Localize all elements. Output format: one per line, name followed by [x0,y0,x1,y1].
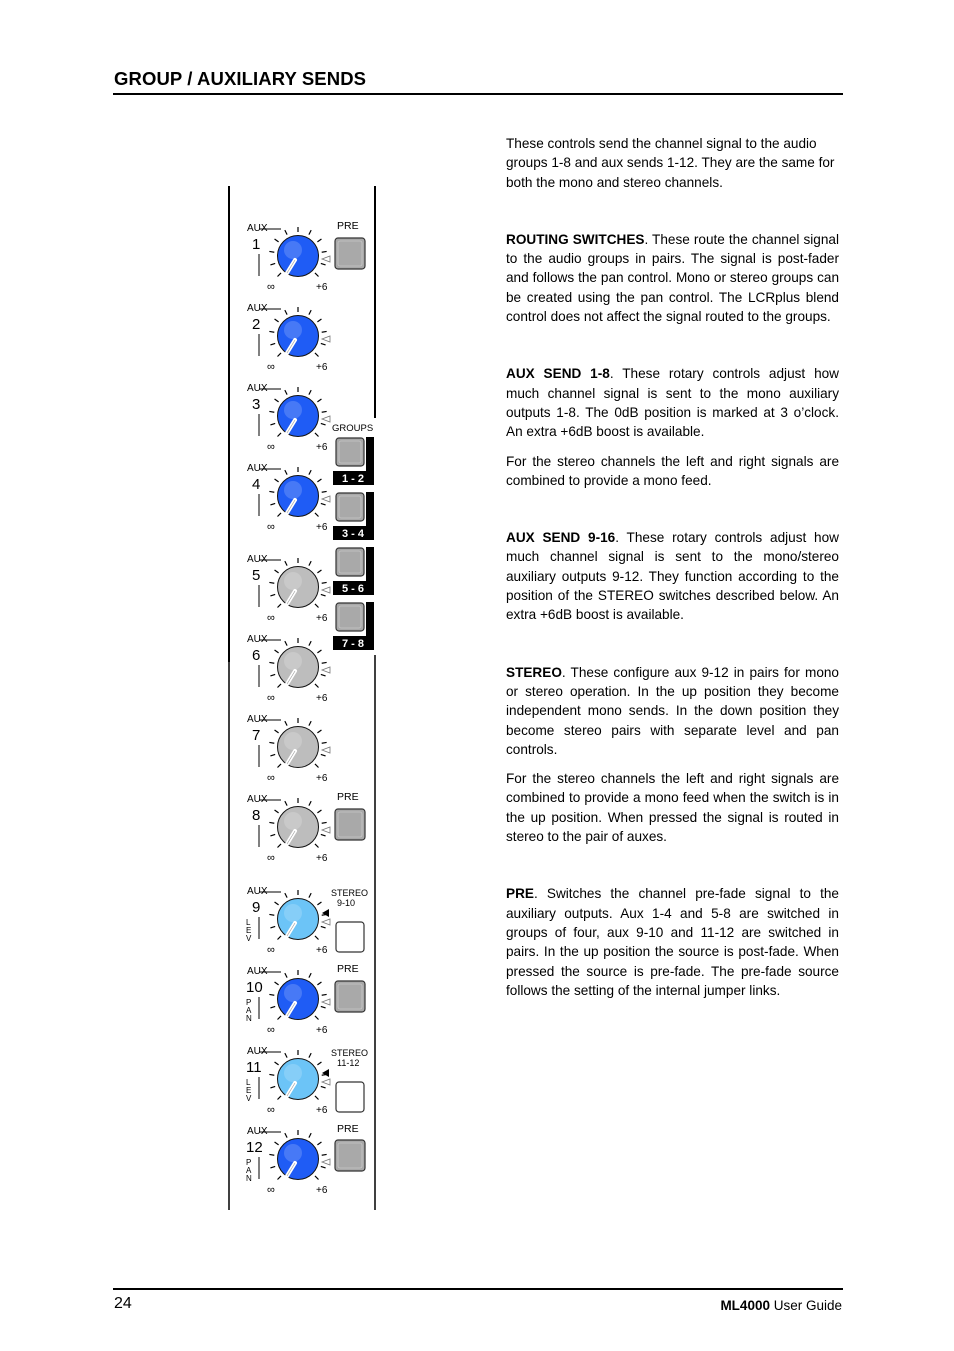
scale-tick [315,513,319,517]
scale-tick [315,1016,319,1020]
scale-tick [321,834,326,836]
pre-button [335,809,365,840]
side-letter: V [246,934,252,943]
aux-number: 10 [246,979,263,996]
aux-label: AUX [247,634,268,645]
scale-tick [285,230,287,234]
scale-tick [275,1142,279,1145]
knob-highlight [284,984,302,1002]
max-label: +6 [316,442,328,453]
scale-tick [285,470,287,474]
scale-tick [315,764,319,768]
pre-button [335,238,365,269]
min-label: ∞ [267,441,275,453]
min-label: ∞ [267,281,275,293]
pre-paragraph: PRE. Switches the channel pre-fade signal to the auxiliary outputs. Aux 1-4 and 5-8 are switched in groups of four, aux 9-10 and 11-12 are switched in pairs. In the up position the source is post-fade. When pressed the source is pre-fade. The pre-fade source follows the setting of the internal jumper links. [506,886,839,998]
scale-tick [275,239,279,242]
min-label: ∞ [267,612,275,624]
scale-tick [322,742,327,743]
scale-tick [309,721,311,725]
pre-label: PRE [337,963,359,975]
scale-tick [315,936,319,940]
max-label: +6 [316,773,328,784]
scale-tick [269,662,274,663]
routing-switches-paragraph: ROUTING SWITCHES. These route the channel signal to the audio groups in pairs. The signal is post-fader and follows the pan control. Mono or stereo groups can be created using the pan control. The LCRplus blend control does not affect the signal routed to the groups. [506,231,840,325]
routing-switch-3 [336,548,364,576]
routing-switch-2 [336,493,364,521]
stereo-switch [336,1082,364,1112]
scale-tick [317,902,321,905]
scale-tick [315,684,319,688]
aux-number: 4 [252,476,261,493]
scale-tick [269,742,274,743]
zero-db-marker [322,827,330,833]
pre-label: PRE [337,1123,359,1135]
scale-tick [285,1053,287,1057]
aux-label: AUX [247,303,268,314]
page-number: 24 [114,1295,132,1312]
zero-db-marker [322,496,330,502]
pre-label: PRE [337,220,359,232]
side-letter: N [246,1174,252,1183]
zero-db-marker [322,667,330,673]
scale-tick [277,604,281,608]
scale-tick [317,982,321,985]
scale-tick [275,479,279,482]
groups-label: GROUPS [332,423,374,434]
scale-tick [322,822,327,823]
scale-tick [317,479,321,482]
scale-tick [321,754,326,756]
knob-highlight [284,812,302,830]
min-label: ∞ [267,1104,275,1116]
scale-tick [309,561,311,565]
scale-tick [309,390,311,394]
scale-tick [275,399,279,402]
knob-highlight [284,241,302,259]
aux-label: AUX [247,886,268,897]
min-label: ∞ [267,1024,275,1036]
side-letter: L [246,918,251,927]
zero-db-marker [322,1159,330,1165]
scale-tick [321,594,326,596]
max-label: +6 [316,282,328,293]
scale-tick [270,1086,275,1088]
pre-label: PRE [337,791,359,803]
aux-number: 12 [246,1139,263,1156]
scale-tick [321,1086,326,1088]
stereo-switch [336,922,364,952]
scale-tick [285,893,287,897]
scale-tick [309,470,311,474]
pre-button [335,981,365,1012]
aux-number: 6 [252,647,261,664]
side-letter: A [246,1006,252,1015]
scale-tick [277,353,281,357]
scale-tick [270,343,275,345]
scale-tick [275,650,279,653]
scale-tick [270,834,275,836]
scale-tick [285,310,287,314]
zero-db-marker [322,919,330,925]
scale-tick [317,1062,321,1065]
side-letter: V [246,1094,252,1103]
min-label: ∞ [267,772,275,784]
min-label: ∞ [267,521,275,533]
scale-tick [309,893,311,897]
scale-tick [269,994,274,995]
scale-tick [285,641,287,645]
aux-label: AUX [247,554,268,565]
scale-tick [285,1133,287,1137]
min-label: ∞ [267,361,275,373]
scale-tick [275,570,279,573]
zero-db-marker [322,1079,330,1085]
scale-tick [285,721,287,725]
min-label: ∞ [267,852,275,864]
page-title: GROUP / AUXILIARY SENDS [114,68,367,89]
scale-tick [277,844,281,848]
scale-tick [285,390,287,394]
scale-tick [322,331,327,332]
scale-tick [321,423,326,425]
aux-label: AUX [247,223,268,234]
scale-tick [321,926,326,928]
max-label: +6 [316,1025,328,1036]
min-label: ∞ [267,944,275,956]
scale-tick [277,936,281,940]
aux-number: 11 [246,1059,262,1076]
intro-paragraph: These controls send the channel signal to the audio groups 1-8 and aux sends 1-12. They are the same for both the mono and stereo channels. [506,136,835,190]
scale-tick [277,1016,281,1020]
aux-label: AUX [247,966,268,977]
side-letter: E [246,926,252,935]
footer-rule [113,1288,843,1290]
aux-number: 8 [252,807,261,824]
scale-tick [285,561,287,565]
max-label: +6 [316,693,328,704]
scale-tick [275,730,279,733]
stereo-arrow [322,909,329,917]
scale-tick [317,399,321,402]
scale-tick [322,1154,327,1155]
scale-tick [321,1166,326,1168]
aux-label: AUX [247,794,268,805]
aux-label: AUX [247,383,268,394]
scale-tick [269,251,274,252]
scale-tick [277,273,281,277]
knob-highlight [284,904,302,922]
max-label: +6 [316,362,328,373]
scale-tick [285,973,287,977]
knob-highlight [284,652,302,670]
scale-tick [315,273,319,277]
group-pair-label: 7 - 8 [341,638,365,650]
description-column [506,134,839,1000]
scale-tick [322,994,327,995]
stereo-paragraph: STEREO. These configure aux 9-12 in pairs for mono or stereo operation. In the up position they become independent mono sends. In the down position they become stereo pairs with separate level and pan controls. [506,664,839,757]
scale-tick [269,914,274,915]
routing-switch-4 [336,603,364,631]
aux-number: 1 [252,236,261,253]
min-label: ∞ [267,1184,275,1196]
stereo-pair-label: 11-12 [337,1058,360,1068]
max-label: +6 [316,522,328,533]
knob-highlight [284,732,302,750]
max-label: +6 [316,945,328,956]
scale-tick [269,1074,274,1075]
scale-tick [322,491,327,492]
max-label: +6 [316,1105,328,1116]
scale-tick [321,263,326,265]
scale-tick [309,1053,311,1057]
aux-send-9-16-paragraph: AUX SEND 9-16. These rotary controls adjust how much channel signal is sent to the mono/stereo auxiliary outputs 9-12. They function according to the position of the STEREO switches described below. An extra +6dB boost is available. [506,530,839,623]
knob-highlight [284,1064,302,1082]
zero-db-marker [322,336,330,342]
knob-highlight [284,572,302,590]
scale-tick [322,662,327,663]
scale-tick [315,433,319,437]
scale-tick [315,604,319,608]
scale-tick [315,1176,319,1180]
scale-tick [315,353,319,357]
scale-tick [317,1142,321,1145]
scale-tick [269,822,274,823]
scale-tick [270,423,275,425]
aux-send-1-8-paragraph: AUX SEND 1-8. These rotary controls adjust how much channel signal is sent to the mono auxiliary outputs 1-8. The 0dB position is marked at 3 o’clock. An extra +6dB boost is available. [506,366,840,440]
aux-number: 5 [252,567,261,584]
scale-tick [270,594,275,596]
scale-tick [317,239,321,242]
zero-db-marker [322,587,330,593]
knob-highlight [284,481,302,499]
scale-tick [309,973,311,977]
aux-label: AUX [247,463,268,474]
max-label: +6 [316,853,328,864]
stereo-channels-note-2: For the stereo channels the left and right signals are combined to provide a mono feed when the switch is in the up position. When pressed the signal is routed in stereo to the pair of auxes. [506,771,839,845]
aux-number: 2 [252,316,261,333]
scale-tick [309,1133,311,1137]
aux-number: 9 [252,899,261,916]
scale-tick [309,230,311,234]
scale-tick [270,263,275,265]
scale-tick [317,810,321,813]
stereo-label: STEREO [331,1048,369,1058]
side-letter: N [246,1014,252,1023]
scale-tick [275,810,279,813]
scale-tick [317,730,321,733]
scale-tick [277,433,281,437]
stereo-channels-note-1: For the stereo channels the left and right signals are combined to provide a mono feed. [506,453,839,488]
scale-tick [270,503,275,505]
max-label: +6 [316,613,328,624]
guide-title: ML4000 User Guide [720,1298,842,1313]
side-letter: P [246,1158,252,1167]
scale-tick [322,251,327,252]
aux-label: AUX [247,1046,268,1057]
side-letter: E [246,1086,252,1095]
stereo-label: STEREO [331,888,369,898]
scale-tick [269,331,274,332]
scale-tick [275,982,279,985]
scale-tick [270,674,275,676]
scale-tick [277,513,281,517]
zero-db-marker [322,256,330,262]
scale-tick [322,411,327,412]
group-pair-label: 1 - 2 [341,473,365,485]
scale-tick [275,902,279,905]
max-label: +6 [316,1185,328,1196]
zero-db-marker [322,999,330,1005]
stereo-arrow [322,1069,329,1077]
scale-tick [315,1096,319,1100]
scale-tick [317,570,321,573]
scale-tick [309,310,311,314]
scale-tick [269,582,274,583]
scale-tick [270,1006,275,1008]
scale-tick [317,650,321,653]
knob-highlight [284,1144,302,1162]
scale-tick [269,1154,274,1155]
aux-label: AUX [247,1126,268,1137]
min-label: ∞ [267,692,275,704]
scale-tick [269,491,274,492]
group-pair-label: 5 - 6 [341,583,365,595]
knob-highlight [284,321,302,339]
scale-tick [321,674,326,676]
aux-number: 3 [252,396,261,413]
knob-highlight [284,401,302,419]
pre-button [335,1140,365,1171]
scale-tick [275,319,279,322]
scale-tick [277,1176,281,1180]
zero-db-marker [322,416,330,422]
scale-tick [285,801,287,805]
scale-tick [277,1096,281,1100]
routing-switch-1 [336,438,364,466]
scale-tick [317,319,321,322]
aux-label: AUX [247,714,268,725]
scale-tick [309,641,311,645]
scale-tick [277,684,281,688]
side-letter: P [246,998,252,1007]
scale-tick [270,754,275,756]
scale-tick [309,801,311,805]
aux-number: 7 [252,727,261,744]
scale-tick [321,503,326,505]
scale-tick [321,343,326,345]
scale-tick [270,1166,275,1168]
side-letter: A [246,1166,252,1175]
group-pair-label: 3 - 4 [341,528,365,540]
scale-tick [269,411,274,412]
zero-db-marker [322,747,330,753]
scale-tick [321,1006,326,1008]
scale-tick [277,764,281,768]
stereo-pair-label: 9-10 [337,898,356,908]
scale-tick [315,844,319,848]
scale-tick [270,926,275,928]
scale-tick [322,582,327,583]
scale-tick [275,1062,279,1065]
side-letter: L [246,1078,251,1087]
